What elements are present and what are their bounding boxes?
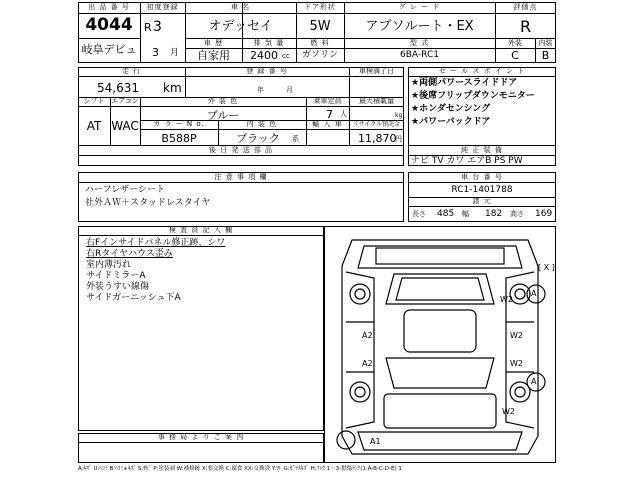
damage-mark: W2 <box>500 295 513 304</box>
era-mark: R <box>144 21 152 34</box>
color-no-label: カ ラ ー N o. <box>153 120 205 128</box>
capacity: 7 <box>326 108 333 121</box>
lot-label: 出 品 番 号 <box>88 3 130 11</box>
sales-point: ★パワーバックドア <box>411 117 491 127</box>
year-unit: 年 <box>257 86 264 94</box>
kg-unit: kg <box>395 112 403 119</box>
inspector-line: 外装うすい線傷 <box>86 282 150 292</box>
inspector-line: 右Rタイヤハウス歪み <box>86 249 173 259</box>
width-label: 幅 <box>462 210 469 218</box>
office-label: 事 務 局 よ り ご 案 内 <box>157 433 245 441</box>
damage-mark: A2 <box>362 331 373 340</box>
month-unit: 月 <box>170 48 180 58</box>
exterior-color: ブルー <box>206 109 240 122</box>
notes-label: 注 意 事 項 欄 <box>214 173 268 181</box>
model: 6BA-RC1 <box>400 50 439 60</box>
parts-label: 後 日 発 送 部 品 <box>208 146 274 154</box>
inspector-line: 室内薄汚れ <box>86 260 132 270</box>
damage-mark: A2 <box>362 359 373 368</box>
mileage: 54,631 <box>97 81 139 95</box>
usage-label: 車 歴 <box>203 39 224 47</box>
color-label: 外 装 色 <box>207 97 239 105</box>
sales-point: ★後席フリップダウンモニター <box>411 91 535 101</box>
int-color-label: 内 装 色 <box>246 120 278 128</box>
dims-label: 諸 元 <box>472 197 492 205</box>
chassis-number: RC1-1401788 <box>451 185 513 195</box>
interior-color: ブラック <box>236 132 280 145</box>
shift-label: シフト <box>83 97 105 105</box>
height-label: 高さ <box>510 210 524 218</box>
fuel-label: 燃 料 <box>310 39 330 47</box>
recycle-label: リサイクル預託金 <box>352 121 401 128</box>
recycle-fee: 11,870 <box>358 132 397 145</box>
inspector-line: サイドミラーA <box>86 271 146 281</box>
usage: 自家用 <box>197 49 230 62</box>
equipment: ナビ TV カワ エアB PS PW <box>411 156 523 166</box>
legend: A:ｷｽﾞ U:ﾍｺﾐ B:ﾍｺﾐ+ｷｽﾞ S:ｻﾋﾞ P:塗装剥 W:補修跡 X:要交換 C:腐食 XX:交換済 Y:ﾜﾚ G:ｶﾞﾗｽｷｽﾞ H:ﾌｯｸ 1〜3:損傷ﾗﾝｸ(1:A-B-C-D-E) 1 <box>78 466 402 472</box>
doors: 5W <box>309 19 331 34</box>
fuel: ガソリン <box>301 50 338 60</box>
sales-point: ★ホンダセンシング <box>411 104 491 114</box>
venue: 岐阜デビュ <box>81 43 137 56</box>
max-load-label: 最大積載量 <box>359 97 394 105</box>
car-diagram <box>324 226 556 463</box>
damage-mark: A <box>531 377 537 386</box>
displacement: 2400 <box>250 49 278 62</box>
inspector-line: サイドガーニッシュ下A <box>86 293 181 303</box>
model-label: 型 式 <box>409 39 430 47</box>
mileage-unit: km <box>163 81 182 95</box>
yen-unit: 円 <box>395 135 402 143</box>
sales-point: ★両側パワースライドドア <box>411 78 518 88</box>
ac: WAC <box>111 119 139 133</box>
score: R <box>519 17 532 36</box>
first-reg-month: 3 <box>152 46 159 59</box>
length-label: 長さ <box>412 210 426 218</box>
length: 485 <box>437 209 455 219</box>
damage-mark: W2 <box>510 359 523 368</box>
lot-number: 4044 <box>85 15 133 35</box>
grade: アブソルート・EX <box>365 19 474 34</box>
car-name: オデッセイ <box>208 19 273 34</box>
int-label: 内装 <box>538 39 553 47</box>
doors-label: ドア形状 <box>304 3 336 11</box>
car-name-label: 車 名 <box>230 3 251 11</box>
score-label: 評価点 <box>513 3 538 11</box>
sales-points-label: セ ー ル ス ポ イ ン ト <box>438 67 526 75</box>
inspector-line: 右Fインサイドパネル修正跡、シワ <box>86 238 226 248</box>
int-grade: B <box>541 49 550 62</box>
first-reg-label: 初度登録 <box>146 3 179 11</box>
inspection-label: 車検満了日 <box>359 67 394 75</box>
era-year: 3 <box>153 19 162 35</box>
ext-grade: C <box>511 49 519 62</box>
equipment-label: 純 正 装 備 <box>461 146 503 154</box>
damage-mark: W2 <box>502 407 515 416</box>
chassis-label: 車 台 番 号 <box>461 173 503 181</box>
reg-no-label: 登 録 番 号 <box>246 67 288 75</box>
month-unit-2: 月 <box>286 86 293 94</box>
damage-mark: A1 <box>370 437 381 446</box>
damage-mark: W2 <box>510 331 523 340</box>
note-line: ハーフレザーシート <box>85 185 166 195</box>
height: 169 <box>535 209 553 219</box>
ext-label: 外装 <box>508 39 522 47</box>
displacement-label: 排 気 量 <box>253 39 285 47</box>
int-color-suffix: 系 <box>292 135 299 143</box>
cc-unit: cc <box>282 52 290 60</box>
inspector-label: 検 査 員 記 入 欄 <box>168 226 234 234</box>
mark-bracket-x: [ X ] <box>538 263 555 272</box>
mileage-label: 走 行 <box>121 67 142 75</box>
color-no: B588P <box>161 132 197 145</box>
import-label: 輸 入 車 <box>312 120 343 128</box>
shift: AT <box>86 119 102 133</box>
grade-label: グ レ ー ド <box>398 3 441 11</box>
width: 182 <box>485 209 503 219</box>
damage-mark: A <box>531 289 537 298</box>
note-line: 社外ＡＷ＋スタッドレスタイヤ <box>85 198 211 208</box>
capacity-label: 乗車定員 <box>313 97 342 105</box>
capacity-unit: 人 <box>340 110 347 118</box>
ac-label: エアコン <box>111 97 139 105</box>
